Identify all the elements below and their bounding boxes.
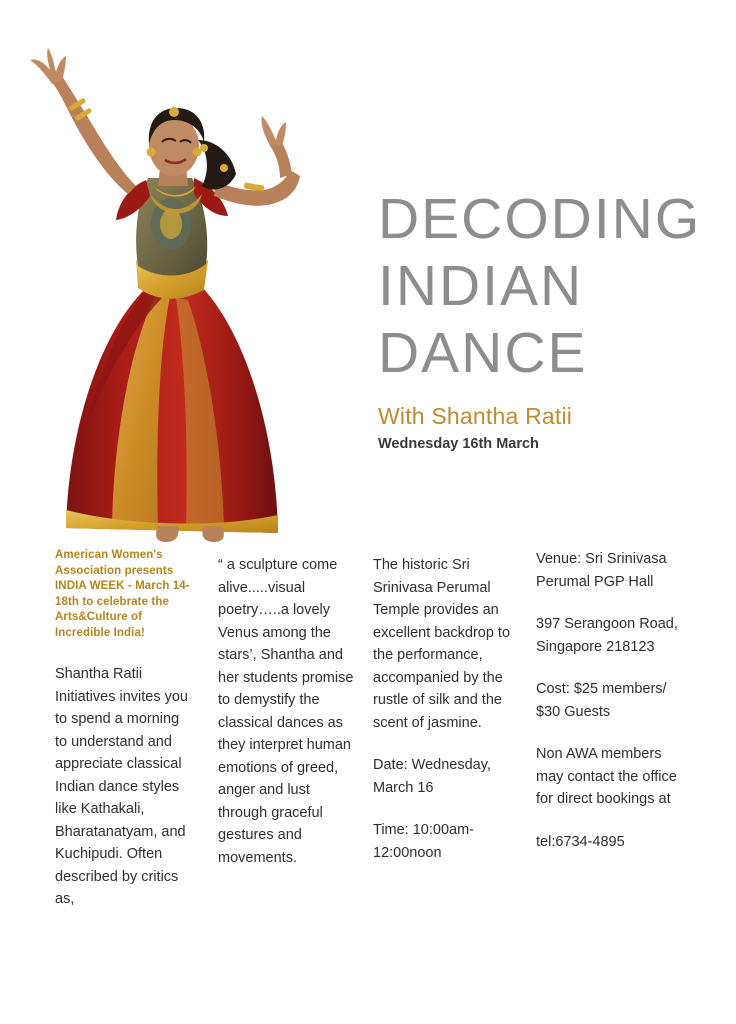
event-date: Date: Wednesday, March 16 [373,757,491,796]
intro-paragraph: Shantha Ratii Initiatives invites you to spend a morning to understand and appreciate classical Indian dance styles like Kathakali, Bharatanatyam, and Kuchipudi. Often described by critics as, [55,666,188,907]
poster-title-line-1: DECODING [378,187,702,251]
venue-address: 397 Serangoon Road, Singapore 218123 [536,616,678,655]
poster-title-line-3: DANCE [378,321,588,385]
poster-date: Wednesday 16th March [378,436,539,452]
poster-title-line-2: INDIAN [378,254,584,318]
dancer-illustration [8,28,358,548]
column-quote [218,548,363,889]
venue-name: Venue: Sri Srinivasa Perumal PGP Hall [536,551,667,590]
temple-paragraph: The historic Sri Srinivasa Perumal Temple provides an excellent backdrop to the performance, accompanied by the rustle of silk and the scent of jasmine. [373,557,511,731]
title-block [378,186,728,452]
awa-highlight-text: American Women's Association presents INDIA WEEK - March 14-18th to celebrate the Arts&Culture of Incredible India! [55,549,190,639]
quote-paragraph: “ a sculpture come alive.....visual poetry…..a lovely Venus among the stars’, Shantha and her students promise to demystify the classical dances as they interpret human emotions of greed, anger and lust through graceful gestures and movements. [218,557,354,866]
text-columns [0,548,736,968]
contact-telephone[interactable]: tel:6734-4895 [536,833,625,850]
dancer-photo [8,28,358,548]
ticket-cost: Cost: $25 members/ $30 Guests [536,681,667,720]
column-venue-description [373,548,518,884]
event-time: Time: 10:00am-12:00noon [373,822,474,861]
booking-info: Non AWA members may contact the office for direct bookings at [536,746,677,807]
poster-subtitle: With Shantha Ratii [378,403,573,429]
column-details [536,548,686,873]
column-about-awa [55,548,195,931]
